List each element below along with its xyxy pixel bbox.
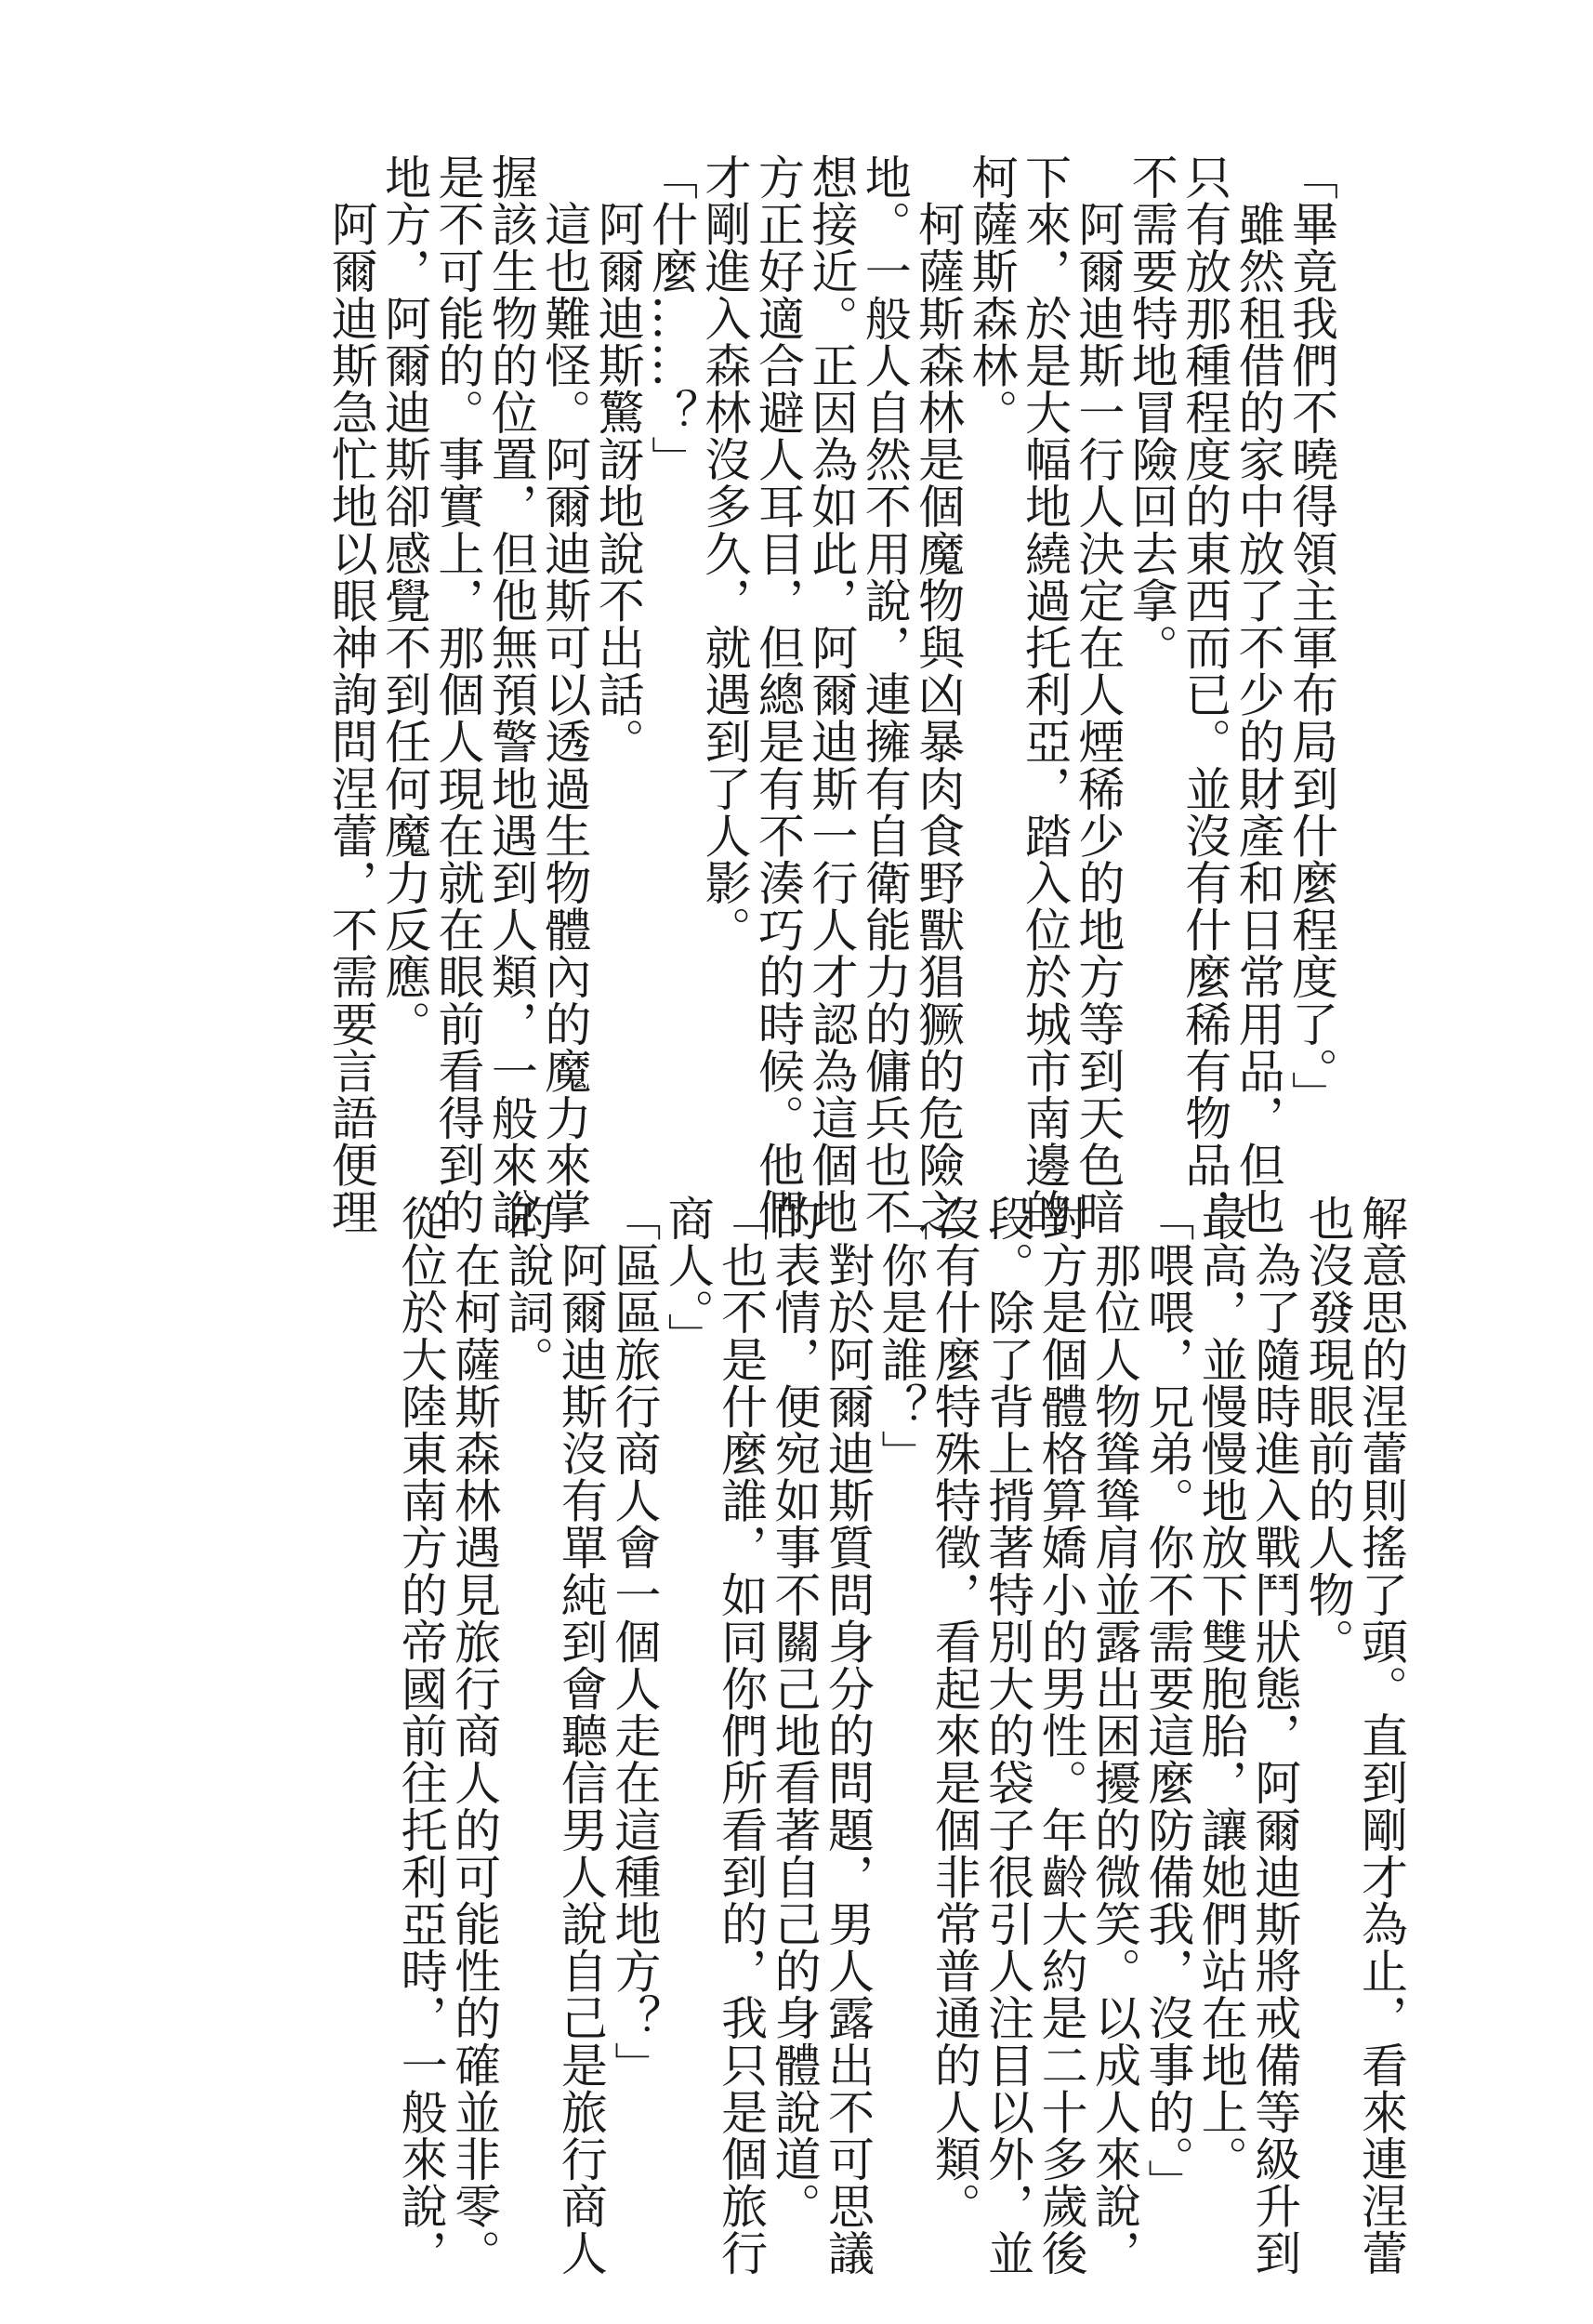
text-line: 對方是個體格算嬌小的男性。年齡大約是二十多歲後 — [1033, 1195, 1088, 2277]
text-line: 柯薩斯森林。 — [964, 153, 1019, 436]
text-line: 沒有什麼特殊特徵，看起來是個非常普通的人類。 — [927, 1195, 981, 2230]
text-line: 地方，阿爾迪斯卻感覺不到任何魔力反應。 — [377, 153, 432, 1048]
text-line: 在柯薩斯森林遇見旅行商人的可能性的確並非零。 — [447, 1195, 502, 2277]
lower-text-block — [393, 1195, 1408, 2277]
text-line: 「喂喂，兄弟。你不需要這麼防備我，沒事的。」 — [1140, 1195, 1195, 2207]
text-line: 段。除了背上揹著特別大的袋子很引人注目以外，並 — [981, 1195, 1035, 2277]
text-line: 方正好適合避人耳目，但總是有不湊巧的時候。他們 — [750, 153, 805, 1235]
text-line: 才剛進入森林沒多久，就遇到了人影。 — [697, 153, 752, 954]
text-line: 阿爾迪斯沒有單純到會聽信男人說自己是旅行商人 — [553, 1195, 608, 2277]
text-line: 下來，於是大幅地繞過托利亞，踏入位於城市南邊的 — [1017, 153, 1072, 1235]
upper-text-block — [323, 153, 1338, 1235]
text-line: 阿爾迪斯驚訝地說不出話。 — [590, 153, 645, 765]
text-line: 阿爾迪斯一行人決定在人煙稀少的地方等到天色暗 — [1071, 153, 1126, 1235]
text-line: 雖然租借的家中放了不少的財產和日常用品，但也 — [1231, 153, 1285, 1235]
text-line: 解意思的涅蕾則搖了頭。直到剛才為止，看來連涅蕾 — [1354, 1195, 1408, 2277]
text-line: 最高，並慢慢地放下雙胞胎，讓她們站在地上。 — [1193, 1195, 1248, 2183]
text-line: 只有放那種程度的東西而已。並沒有什麼稀有物品， — [1178, 153, 1232, 1235]
text-line: 「區區旅行商人會一個人走在這種地方？」 — [607, 1195, 662, 2089]
text-line: 商人。」 — [660, 1195, 715, 1360]
text-line: 地。一般人自然不用說，連擁有自衛能力的傭兵也不 — [857, 153, 912, 1235]
text-line: 「什麼……？」 — [644, 153, 699, 483]
text-line: 是不可能的。事實上，那個人現在就在眼前看得到的 — [430, 153, 485, 1235]
text-line: 的說詞。 — [500, 1195, 555, 1383]
text-line: 的表情，便宛如事不關己地看著自己的身體說道。 — [767, 1195, 822, 2230]
text-line: 對於阿爾迪斯質問身分的問題，男人露出不可思議 — [820, 1195, 875, 2277]
text-line: 那位人物聳聳肩並露出困擾的微笑。以成人來說， — [1086, 1195, 1141, 2277]
text-line: 「你是誰？」 — [874, 1195, 928, 1477]
text-line: 為了隨時進入戰鬥狀態，阿爾迪斯將戒備等級升到 — [1247, 1195, 1302, 2277]
text-line: 從位於大陸東南方的帝國前往托利亞時，一般來說， — [393, 1195, 448, 2277]
text-line: 不需要特地冒險回去拿。 — [1124, 153, 1178, 671]
text-line: 「畢竟我們不曉得領主軍布局到什麼程度了。」 — [1284, 153, 1338, 1118]
text-line: 阿爾迪斯急忙地以眼神詢問涅蕾，不需要言語便理 — [323, 153, 378, 1235]
text-line: 想接近。正因為如此，阿爾迪斯一行人才認為這個地 — [804, 153, 859, 1235]
text-line: 也沒發現眼前的人物。 — [1300, 1195, 1355, 1665]
text-line: 這也難怪。阿爾迪斯可以透過生物體內的魔力來掌 — [537, 153, 592, 1235]
text-line: 握該生物的位置，但他無預警地遇到人類，一般來說 — [483, 153, 538, 1235]
text-line: 柯薩斯森林是個魔物與凶暴肉食野獸猖獗的危險之 — [911, 153, 966, 1235]
text-line: 「也不是什麼誰，如同你們所看到的，我只是個旅行 — [714, 1195, 769, 2277]
